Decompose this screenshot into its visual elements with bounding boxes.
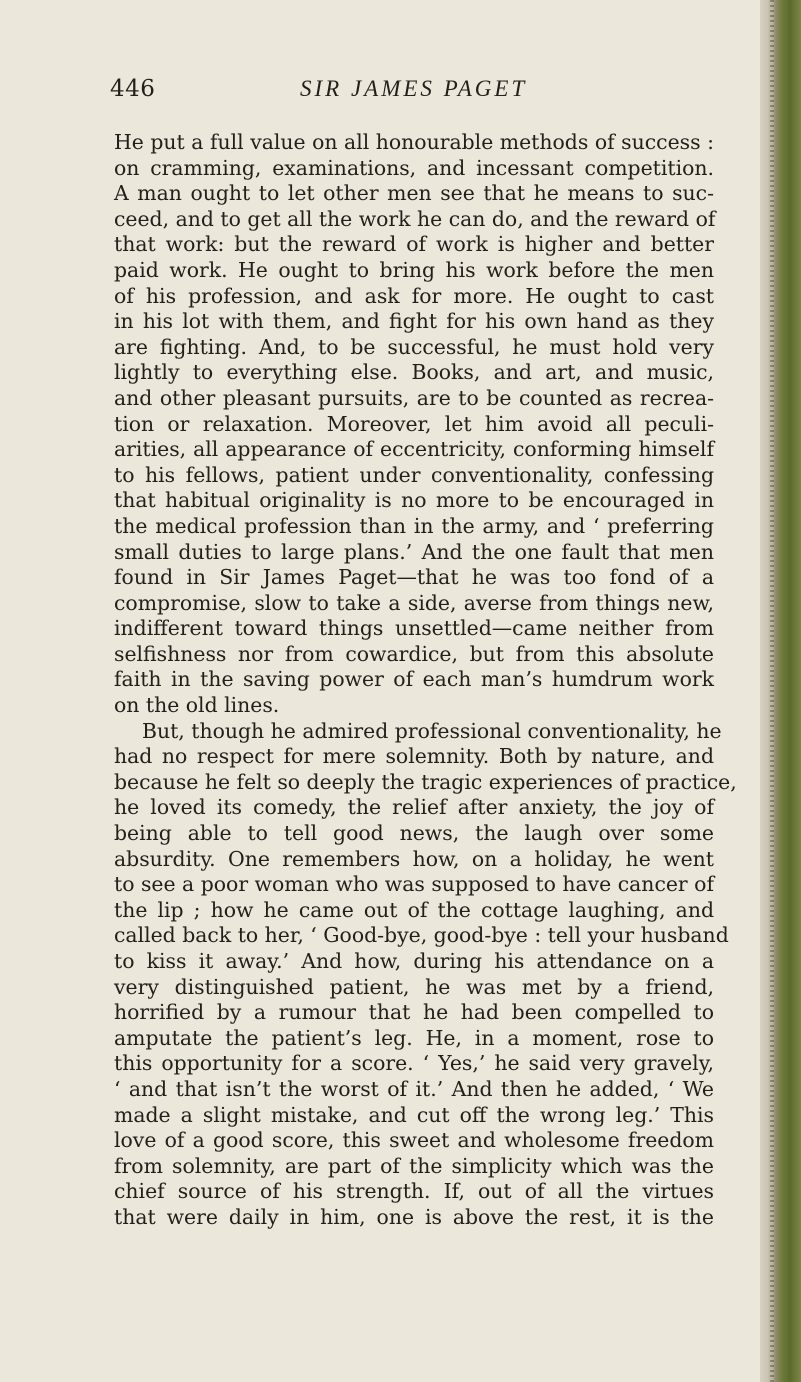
paragraph-2 bbox=[114, 718, 737, 1231]
text-line: the medical profession than in the army, and ‘ preferring bbox=[114, 513, 714, 538]
text-line: are fighting. And, to be successful, he must hold very bbox=[114, 334, 714, 359]
text-line: to his fellows, patient under conventionality, confessing bbox=[114, 462, 714, 487]
text-line: selfishness nor from cowardice, but from this absolute bbox=[114, 641, 714, 666]
text-line: that work: but the reward of work is higher and better bbox=[114, 232, 714, 257]
text-line: on the old lines. bbox=[114, 693, 280, 718]
running-title: SIR JAMES PAGET bbox=[300, 76, 528, 101]
text-line: he loved its comedy, the relief after anxiety, the joy of bbox=[114, 795, 714, 820]
running-head bbox=[0, 72, 760, 112]
text-line: of his profession, and ask for more. He ought to cast bbox=[114, 283, 714, 308]
text-line: that habitual originality is no more to be encouraged in bbox=[114, 488, 714, 513]
text-line: arities, all appearance of eccentricity, conforming himself bbox=[114, 437, 714, 462]
text-line: ceed, and to get all the work he can do, and the reward of bbox=[114, 206, 716, 231]
text-line: paid work. He ought to bring his work before the men bbox=[114, 257, 714, 282]
text-line: from solemnity, are part of the simplicity which was the bbox=[114, 1153, 714, 1178]
text-line: A man ought to let other men see that he means to suc- bbox=[114, 181, 714, 206]
text-line: tion or relaxation. Moreover, let him avoid all peculi- bbox=[114, 411, 714, 436]
text-line: indifferent toward things unsettled—came neither from bbox=[114, 616, 714, 641]
text-line: the lip ; how he came out of the cottage laughing, and bbox=[114, 897, 714, 922]
page-edge bbox=[760, 0, 801, 1382]
text-line: made a slight mistake, and cut off the wrong leg.’ This bbox=[114, 1102, 714, 1127]
text-line: absurdity. One remembers how, on a holiday, he went bbox=[114, 846, 714, 871]
text-line: amputate the patient’s leg. He, in a moment, rose to bbox=[114, 1025, 714, 1050]
text-line: ‘ and that isn’t the worst of it.’ And then he added, ‘ We bbox=[114, 1076, 714, 1101]
text-line: found in Sir James Paget—that he was too fond of a bbox=[114, 565, 714, 590]
text-line: called back to her, ‘ Good-bye, good-bye : tell your husband bbox=[114, 923, 729, 948]
body-text bbox=[114, 130, 737, 1231]
text-line: on cramming, examinations, and incessant competition. bbox=[114, 155, 714, 180]
text-line: lightly to everything else. Books, and art, and music, bbox=[114, 360, 714, 385]
text-line: faith in the saving power of each man’s humdrum work bbox=[114, 667, 714, 692]
paragraph-1 bbox=[114, 130, 714, 719]
text-line: compromise, slow to take a side, averse from things new, bbox=[114, 590, 714, 615]
text-line: to kiss it away.’ And how, during his attendance on a bbox=[114, 949, 714, 973]
text-line: very distinguished patient, he was met by a friend, bbox=[114, 974, 714, 999]
text-line: chief source of his strength. If, out of all the virtues bbox=[114, 1179, 714, 1204]
text-line: and other pleasant pursuits, are to be counted as recrea- bbox=[114, 385, 714, 410]
text-line: this opportunity for a score. ‘ Yes,’ he said very gravely, bbox=[114, 1051, 714, 1076]
text-line: that were daily in him, one is above the rest, it is the bbox=[114, 1204, 714, 1229]
text-line: small duties to large plans.’ And the one fault that men bbox=[114, 539, 714, 564]
text-line: love of a good score, this sweet and wholesome freedom bbox=[114, 1128, 714, 1153]
text-line: horrified by a rumour that he had been compelled to bbox=[114, 1000, 714, 1025]
text-line: in his lot with them, and fight for his own hand as they bbox=[114, 309, 714, 334]
text-line: had no respect for mere solemnity. Both by nature, and bbox=[114, 744, 714, 769]
text-line: being able to tell good news, the laugh over some bbox=[114, 821, 714, 846]
text-line: because he felt so deeply the tragic experiences of practice, bbox=[114, 769, 737, 794]
text-line: He put a full value on all honourable methods of success : bbox=[114, 130, 714, 154]
page-number: 446 bbox=[110, 76, 156, 102]
text-line: to see a poor woman who was supposed to have cancer of bbox=[114, 872, 714, 897]
text-line: But, though he admired professional conventionality, he bbox=[142, 718, 722, 743]
